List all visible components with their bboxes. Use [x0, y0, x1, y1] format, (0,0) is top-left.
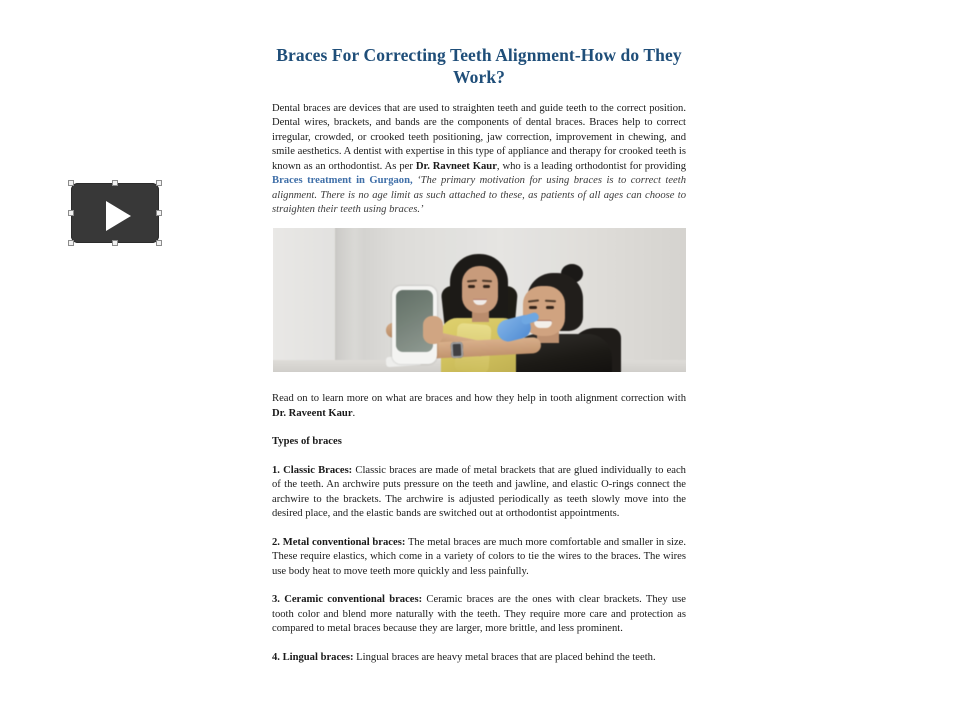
braces-type-item: [272, 651, 686, 666]
braces-type-text: The metal braces are much more comfortable and smaller in size. These require elastics, which come in a variety of colors to tie the wires to the braces. The wires use body heat to move teeth more quickly and less painfully.: [272, 536, 686, 577]
doctor-name-inline: Dr. Ravneet Kaur: [415, 160, 497, 172]
braces-type-text: Ceramic braces are the ones with clear brackets. They use tooth color and blend more naturally with the teeth. They require more care and protection as compared to metal braces because they are larger, more brittle, and less prominent.: [272, 594, 687, 634]
resize-handle-bottom-right[interactable]: [156, 240, 162, 246]
braces-type-label: 4. Lingual braces:: [272, 651, 354, 663]
braces-type-label: 2. Metal conventional braces:: [272, 536, 406, 548]
article-photo[interactable]: [273, 228, 686, 372]
read-on-paragraph: [272, 392, 686, 421]
braces-type-item: [272, 464, 686, 522]
photo-soften-overlay: [273, 228, 686, 372]
video-thumbnail[interactable]: [71, 183, 159, 243]
resize-handle-top-middle[interactable]: [112, 180, 118, 186]
resize-handle-top-left[interactable]: [68, 180, 74, 186]
read-on-part2: .: [352, 407, 356, 419]
braces-type-item: [272, 593, 686, 637]
resize-handle-top-right[interactable]: [156, 180, 162, 186]
braces-type-item: [272, 536, 686, 580]
resize-handle-bottom-middle[interactable]: [112, 240, 118, 246]
doctor-name-readon: Dr. Raveent Kaur: [272, 407, 353, 419]
intro-paragraph: [272, 102, 686, 218]
play-triangle-icon[interactable]: [106, 201, 131, 231]
intro-text-part2: , who is a leading orthodontist for providing: [496, 160, 687, 172]
page-title: Braces For Correcting Teeth Alignment-How do They Work?: [276, 45, 682, 88]
braces-type-label: 3. Ceramic conventional braces:: [272, 594, 423, 605]
document-content-column: [272, 44, 686, 229]
braces-type-text: Classic braces are made of metal brackets that are glued individually to each of the teeth. An archwire puts pressure on the teeth and jawline, and elastic O-rings connect the archwire to the brackets. The archwire is adjusted periodically as teeth slowly move into the desired place, and the elastic bands are switched out at orthodontist appointments.: [272, 464, 686, 519]
section-heading-text: Types of braces: [272, 436, 342, 447]
resize-handle-middle-right[interactable]: [156, 210, 162, 216]
braces-type-label: 1. Classic Braces:: [272, 464, 353, 476]
section-heading-types-of-braces: [272, 435, 686, 450]
resize-handle-bottom-left[interactable]: [68, 240, 74, 246]
read-on-part1: Read on to learn more on what are braces and how they help in tooth alignment correction with: [272, 393, 686, 404]
intro-text-part1: Dental braces are devices that are used to straighten teeth and guide teeth to the correct position. Dental wires, brackets, and bands are the components of dental braces. Braces help to correct irregular, crowded, or crooked teeth positioning, jaw correction, improvement in chewing, and smile aesthetics. A dentist with expertise in this type of appliance and therapy for crooked teeth is known as an orthodontist. As per: [272, 102, 686, 172]
document-content-lower: [272, 392, 686, 665]
video-placeholder-object[interactable]: [68, 180, 162, 246]
photo-illustration: [273, 228, 686, 372]
resize-handle-middle-left[interactable]: [68, 210, 74, 216]
braces-type-text: Lingual braces are heavy metal braces that are placed behind the teeth.: [353, 651, 656, 663]
braces-treatment-gurgaon-link[interactable]: Braces treatment in Gurgaon,: [272, 175, 413, 187]
intro-quote: ‘The primary motivation for using braces is to correct teeth alignment. There is no age limit as such attached to these, as patients of all ages can choose to straighten their teeth using braces.’: [272, 175, 686, 216]
